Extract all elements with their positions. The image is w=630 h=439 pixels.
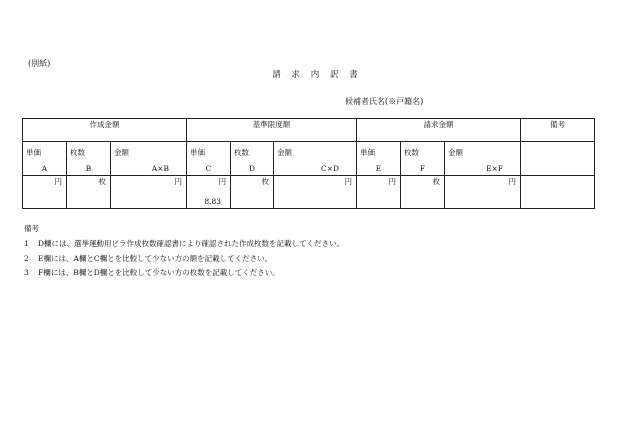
note-item bbox=[24, 237, 344, 252]
group-creation-amount: 作成金額 bbox=[23, 119, 187, 142]
group-header-row bbox=[23, 119, 595, 142]
note-item bbox=[24, 266, 344, 281]
value-row bbox=[23, 176, 595, 209]
col-label: 単価 bbox=[360, 148, 376, 157]
col-header-amount-cd bbox=[274, 142, 357, 176]
note-number: 2 bbox=[24, 253, 29, 263]
col-header-amount-ef bbox=[445, 142, 521, 176]
col-code: B bbox=[85, 164, 92, 173]
value-cell-b[interactable] bbox=[67, 176, 111, 209]
col-label: 単価 bbox=[26, 148, 41, 157]
note-number: 1 bbox=[24, 238, 29, 248]
unit-yen: 円 bbox=[508, 177, 517, 186]
value-cell-e[interactable] bbox=[357, 176, 401, 209]
col-header-unit-price-e bbox=[357, 142, 401, 176]
col-label: 枚数 bbox=[70, 148, 85, 157]
unit-yen: 円 bbox=[344, 177, 353, 186]
value-cell-ef[interactable] bbox=[445, 176, 521, 209]
billing-breakdown-table bbox=[22, 118, 595, 209]
note-item bbox=[24, 252, 344, 267]
remarks-header-blank bbox=[521, 142, 595, 176]
value-cell-c[interactable] bbox=[187, 176, 231, 209]
unit-yen: 円 bbox=[388, 177, 397, 186]
group-standard-limit: 基準限度額 bbox=[187, 119, 357, 142]
group-claim-amount: 請求金額 bbox=[357, 119, 521, 142]
candidate-name-label: 候補者氏名(※戸籍名) bbox=[345, 97, 424, 106]
value-cell-d[interactable] bbox=[231, 176, 274, 209]
column-header-row bbox=[23, 142, 595, 176]
value-cell-f[interactable] bbox=[401, 176, 445, 209]
unit-yen: 円 bbox=[174, 177, 183, 186]
col-header-amount-ab bbox=[111, 142, 187, 176]
unit-yen: 円 bbox=[218, 177, 227, 186]
unit-sheets: 枚 bbox=[261, 177, 270, 186]
title-char: 求 bbox=[291, 70, 301, 80]
value-cell-remarks[interactable] bbox=[521, 176, 595, 209]
note-number: 3 bbox=[24, 268, 29, 278]
col-code: E×F bbox=[486, 164, 504, 173]
unit-sheets: 枚 bbox=[432, 177, 441, 186]
col-label: 金額 bbox=[448, 148, 464, 157]
title-char: 請 bbox=[272, 70, 281, 80]
title-char: 書 bbox=[349, 70, 358, 80]
col-code: F bbox=[419, 164, 426, 173]
col-code: C bbox=[205, 164, 212, 173]
group-remarks: 備考 bbox=[521, 119, 595, 142]
col-label: 枚数 bbox=[404, 148, 420, 157]
title-char: 訳 bbox=[329, 70, 339, 80]
col-header-count-d bbox=[231, 142, 274, 176]
annex-label: (別紙) bbox=[28, 59, 51, 68]
col-label: 金額 bbox=[114, 148, 129, 157]
notes-heading: 備考 bbox=[24, 224, 39, 233]
col-code: A×B bbox=[151, 164, 170, 173]
col-code: D bbox=[249, 164, 256, 173]
col-label: 枚数 bbox=[234, 148, 250, 157]
unit-sheets: 枚 bbox=[98, 177, 106, 186]
note-text: D欄には、選挙運動用ビラ作成枚数確認書により確認された作成枚数を記載してください。 bbox=[38, 238, 345, 248]
note-text: E欄には、A欄とC欄とを比較して少ない方の額を記載してください。 bbox=[38, 253, 273, 263]
title-char: 内 bbox=[310, 70, 320, 80]
col-header-count-b bbox=[67, 142, 111, 176]
col-code: C×D bbox=[320, 164, 340, 173]
col-label: 金額 bbox=[277, 148, 293, 157]
note-text: F欄には、B欄とD欄とを比較して少ない方の枚数を記載してください。 bbox=[38, 268, 280, 278]
document-title bbox=[0, 68, 630, 80]
col-label: 単価 bbox=[190, 148, 206, 157]
limit-unit-price-value: 8.83 bbox=[204, 197, 222, 206]
value-cell-ab[interactable] bbox=[111, 176, 187, 209]
notes-section bbox=[24, 222, 344, 281]
col-header-count-f bbox=[401, 142, 445, 176]
value-cell-a[interactable] bbox=[23, 176, 67, 209]
unit-yen: 円 bbox=[54, 177, 62, 186]
col-header-unit-price-a bbox=[23, 142, 67, 176]
col-code: E bbox=[375, 164, 382, 173]
col-header-unit-price-c bbox=[187, 142, 231, 176]
col-code: A bbox=[41, 164, 48, 173]
value-cell-cd[interactable] bbox=[274, 176, 357, 209]
